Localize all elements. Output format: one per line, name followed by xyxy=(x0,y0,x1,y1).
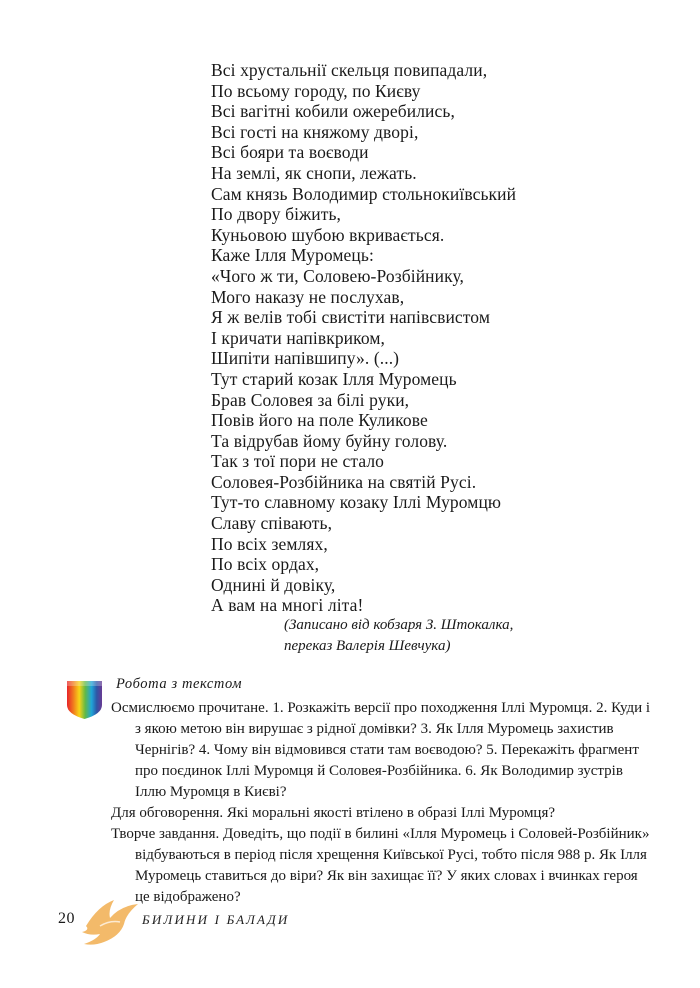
poem-line: Однині й довіку, xyxy=(211,574,336,595)
poem-line: Всі гості на княжому дворі, xyxy=(211,121,419,142)
bird-icon xyxy=(80,896,144,950)
task-understanding: Осмислюємо прочитане. 1. Розкажіть версії про походження Іллі Муромця. 2. Куди і з якою метою він вирушає з рідної домівки? 3. Як Ілля Муромець захистив Чернігів? 4. Чому він відмовився стати там воєводою? 5. Перекажіть фрагмент про поєдинок Іллі Муромця й Соловея-Розбійника. 6. Як Володимир зустрів Іллю Муромця в Києві? xyxy=(111,700,651,800)
poem-line: «Чого ж ти, Соловею-Розбійнику, xyxy=(211,265,465,286)
source-line-2: переказ Валерія Шевчука) xyxy=(284,638,451,654)
poem-line: Мого наказу не послухав, xyxy=(211,286,405,307)
poem-line: Повів його на поле Куликове xyxy=(211,410,428,431)
poem-line: Всі вагітні кобили ожеребились, xyxy=(211,101,455,122)
poem-line: Брав Соловея за білі руки, xyxy=(211,389,410,410)
poem-text xyxy=(211,60,516,616)
poem-line: По двору біжить, xyxy=(211,204,342,225)
poem-line: Всі бояри та воєводи xyxy=(211,142,369,163)
poem-line: Та відрубав йому буйну голову. xyxy=(211,430,448,451)
poem-line: Всі хрустальнії скельця повипадали, xyxy=(211,60,488,80)
exercise-heading: Робота з текстом xyxy=(116,676,243,692)
poem-line: Шипіти напівшипу». (...) xyxy=(211,348,400,369)
poem-line: А вам на многі літа! xyxy=(211,595,364,616)
page-number: 20 xyxy=(58,910,75,927)
poem-line: Каже Ілля Муромець: xyxy=(211,245,374,266)
source-line-1: (Записано від кобзаря З. Штокалка, xyxy=(284,617,514,633)
rainbow-shield-icon xyxy=(66,678,103,720)
poem-line: Так з тої пори не стало xyxy=(211,451,385,472)
poem-line: Тут старий козак Ілля Муромець xyxy=(211,368,457,389)
poem-line: По всьому городу, по Києву xyxy=(211,80,421,101)
exercise-tasks xyxy=(111,698,651,908)
poem-line: На землі, як снопи, лежать. xyxy=(211,162,417,183)
poem-line: По всіх ордах, xyxy=(211,554,320,575)
poem-source xyxy=(284,615,513,657)
poem-line: Я ж велів тобі свистіти напівсвистом xyxy=(211,307,491,328)
section-title: БИЛИНИ І БАЛАДИ xyxy=(142,912,290,927)
poem-line: Куньовою шубою вкривається. xyxy=(211,224,445,245)
poem-line: По всіх землях, xyxy=(211,533,328,554)
poem-line: Славу співають, xyxy=(211,513,333,534)
task-discussion: Для обговорення. Які моральні якості втілено в образі Іллі Муромця? xyxy=(111,805,556,821)
poem-line: Соловея-Розбійника на святій Русі. xyxy=(211,471,477,492)
task-creative: Творче завдання. Доведіть, що події в билині «Ілля Муромець і Соловей-Розбійник» відбуваються в період після хрещення Київської Русі, тобто після 988 р. Як Ілля Муромець ставиться до віри? Як він захищає її? У яких словах і вчинках героя це відображено? xyxy=(111,826,650,905)
poem-line: І кричати напівкриком, xyxy=(211,327,386,348)
poem-line: Сам князь Володимир стольнокиївський xyxy=(211,183,517,204)
poem-line: Тут-то славному козаку Іллі Муромцю xyxy=(211,492,502,513)
